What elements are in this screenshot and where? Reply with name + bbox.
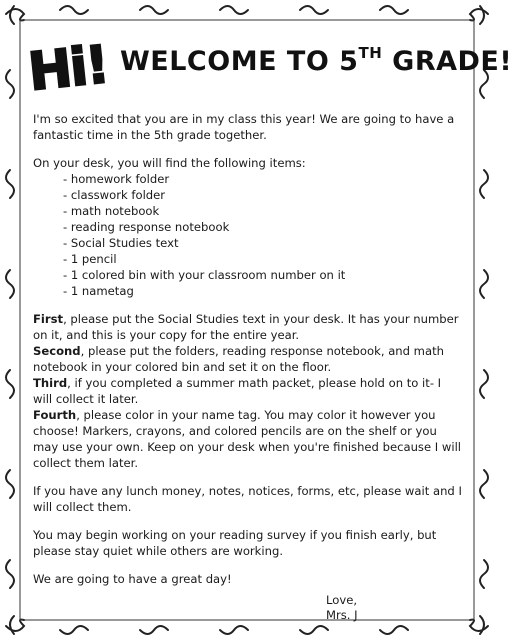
step-text: , if you completed a summer math packet, please hold on to it- I will collect it later. <box>33 376 442 406</box>
hi-badge <box>22 30 114 103</box>
step-text: , please put the folders, reading response notebook, and math notebook in your colored bin and set it on the floor. <box>33 344 444 374</box>
step-lead: First <box>33 312 64 326</box>
list-item: - 1 nametag <box>63 284 134 298</box>
list-item: - 1 pencil <box>63 252 117 266</box>
title-text-end: GRADE! <box>382 46 512 77</box>
list-item: - reading response notebook <box>63 220 230 234</box>
step-lead: Fourth <box>33 408 77 422</box>
step-first <box>33 311 463 343</box>
instructions-section <box>33 311 463 471</box>
page-title <box>120 44 512 77</box>
survey-paragraph: You may begin working on your reading survey if you finish early, but please stay quiet while others are working. <box>33 528 437 558</box>
list-item: - 1 colored bin with your classroom number on it <box>63 268 346 282</box>
list-item: - math notebook <box>63 204 160 218</box>
list-item: - Social Studies text <box>63 236 179 250</box>
letter-body <box>33 111 463 599</box>
step-text: , please color in your name tag. You may color it however you choose! Markers, crayons, and colored pencils are on the shelf or you may use your own. Keep on your desk when you're finished because I will collect them later. <box>33 408 462 470</box>
step-text: , please put the Social Studies text in your desk. It has your number on it, and this is your copy for the entire year. <box>33 312 459 342</box>
header <box>22 30 512 103</box>
hi-text: Hi! <box>25 35 111 103</box>
desk-section <box>33 155 463 299</box>
step-fourth <box>33 407 463 471</box>
desk-item-list <box>63 171 463 299</box>
desk-intro: On your desk, you will find the following items: <box>33 156 306 170</box>
title-text: WELCOME TO 5 <box>120 46 359 77</box>
lunch-paragraph: If you have any lunch money, notes, notices, forms, etc, please wait and I will collect them. <box>33 484 462 514</box>
intro-paragraph: I'm so excited that you are in my class this year! We are going to have a fantastic time in the 5th grade together. <box>33 112 455 142</box>
step-lead: Third <box>33 376 68 390</box>
list-item: - homework folder <box>63 172 170 186</box>
step-lead: Second <box>33 344 81 358</box>
step-second <box>33 343 463 375</box>
closing-line: We are going to have a great day! <box>33 572 232 586</box>
title-superscript: TH <box>358 44 383 62</box>
step-third <box>33 375 463 407</box>
signoff-name: Mrs. J <box>326 608 358 622</box>
signoff <box>326 593 358 623</box>
list-item: - classwork folder <box>63 188 166 202</box>
signoff-greeting: Love, <box>326 593 358 607</box>
